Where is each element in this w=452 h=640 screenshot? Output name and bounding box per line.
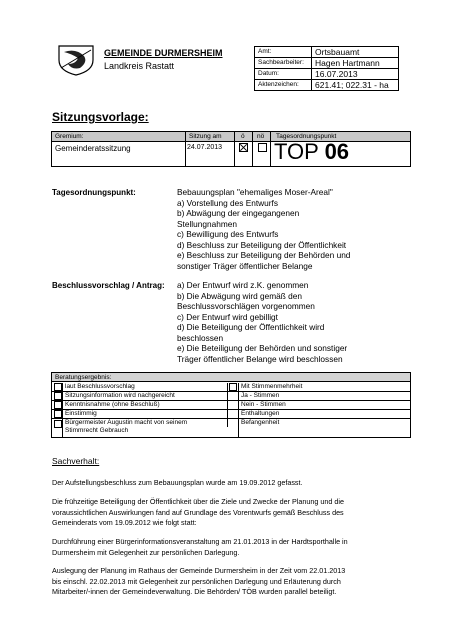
paragraph-line: Gemeinderats vom 19.09.2012 wie folgt statt:: [52, 518, 197, 527]
proposal-line: Träger öffentlicher Belange wird beschlossen: [177, 353, 343, 364]
document-meta-table: [254, 46, 399, 91]
result-row: [52, 410, 410, 419]
paragraph-line: Auslegung der Planung im Rathaus der Gemeinde Durmersheim in der Zeit vom 22.01.2013: [52, 566, 346, 575]
result-row: [52, 383, 410, 392]
proposal-line: c) Der Entwurf wird gebilligt: [177, 311, 278, 322]
top-number: TOP 06: [274, 139, 350, 164]
meta-key: Sachbearbeiter:: [255, 58, 312, 69]
municipal-crest-logo: [56, 44, 96, 76]
divider: [270, 132, 271, 166]
proposal-line: b) Die Abwägung wird gemäß den: [177, 290, 302, 301]
proposal-label: Beschlussvorschlag / Antrag:: [52, 281, 165, 290]
result-option: Enthaltungen: [241, 410, 280, 417]
meta-value: Ortsbauamt: [312, 47, 399, 58]
agenda-line: Bebauungsplan "ehemaliges Moser-Areal": [177, 187, 333, 197]
date-header: Sitzung am: [189, 133, 222, 140]
proposal-line: beschlossen: [177, 332, 224, 343]
result-checkbox[interactable]: [54, 383, 62, 391]
result-option: Bürgermeister Augustin macht von seinem: [65, 419, 188, 426]
result-option: Ja - Stimmen: [241, 392, 280, 399]
result-option: Einstimmig: [65, 410, 97, 417]
divider: [185, 132, 186, 166]
page-title: Sitzungsvorlage:: [52, 110, 149, 124]
meta-value: Hagen Hartmann: [312, 58, 399, 69]
gremium-value: Gemeinderatssitzung: [55, 144, 131, 153]
session-date: 24.07.2013: [187, 144, 223, 151]
paragraph: Der Aufstellungsbeschluss zum Bebauungsplan wurde am 19.09.2012 gefasst.: [52, 478, 303, 487]
meta-key: Amt:: [255, 47, 312, 58]
district-name: Landkreis Rastatt: [104, 61, 175, 71]
session-table-header: [52, 132, 410, 142]
result-row: [52, 401, 410, 410]
public-header: ö: [241, 133, 245, 140]
result-option: Mit Stimmenmehrheit: [241, 383, 303, 390]
agenda-line: e) Beschluss zur Beteiligung der Behörden und: [177, 250, 351, 260]
agenda-line: Stellungnahmen: [177, 218, 237, 229]
proposal-line: a) Der Entwurf wird z.K. genommen: [177, 280, 309, 290]
divider: [234, 132, 235, 166]
agenda-line: sonstiger Träger öffentlicher Belange: [177, 260, 313, 271]
nonpublic-header: nö: [257, 133, 265, 140]
meta-value: 16.07.2013: [312, 69, 399, 80]
result-option: Befangenheit: [241, 419, 280, 426]
result-checkbox[interactable]: [54, 420, 62, 428]
result-header: Beratungsergebnis:: [52, 373, 410, 382]
result-option: Kenntnisnahme (ohne Beschluß): [65, 401, 160, 408]
result-checkbox[interactable]: [54, 392, 62, 400]
result-option: Stimmrecht Gebrauch: [65, 427, 129, 434]
paragraph-line: Durchführung einer Bürgerinformationsveranstaltung am 21.01.2013 in der Hardtsporthalle in: [52, 537, 348, 546]
gremium-header: Gremium:: [55, 133, 84, 140]
result-option: Sitzungsinformation wird nachgereicht: [65, 392, 175, 399]
agenda-lines: [177, 187, 350, 271]
section-heading: Sachverhalt:: [52, 456, 100, 466]
municipality-name: GEMEINDE DURMERSHEIM: [104, 48, 223, 58]
result-option: Nein - Stimmen: [241, 401, 286, 408]
result-checkbox[interactable]: [54, 401, 62, 409]
public-checkbox-checked[interactable]: [239, 143, 248, 152]
meta-key: Aktenzeichen:: [255, 80, 312, 91]
session-table: [51, 131, 411, 167]
divider: [252, 132, 253, 166]
paragraph-line: voraussichtlichen Auswirkungen fand auf Grundlage des Vorentwurfs gemäß Beschluss des: [52, 507, 344, 517]
paragraph: [52, 497, 417, 529]
meta-value: 621.41; 022.31 - ha: [312, 80, 399, 91]
paragraph-line: Durmersheim mit Gelegenheit zur persönlichen Darlegung.: [52, 547, 240, 557]
paragraph: [52, 566, 417, 598]
result-option: laut Beschlussvorschlag: [65, 383, 135, 390]
majority-checkbox[interactable]: [229, 383, 237, 391]
paragraph: [52, 537, 417, 558]
result-row: [52, 392, 410, 401]
result-checkbox[interactable]: [54, 410, 62, 418]
meta-key: Datum:: [255, 69, 312, 80]
agenda-line: a) Vorstellung des Entwurfs: [177, 197, 278, 208]
proposal-line: Beschlussvorschlägen vorgenommen: [177, 301, 315, 311]
nonpublic-checkbox[interactable]: [258, 143, 267, 152]
proposal-lines: [177, 280, 347, 364]
agenda-line: b) Abwägung der eingegangenen: [177, 208, 300, 218]
paragraph-line: Die frühzeitige Beteiligung der Öffentlichkeit über die Ziele und Zwecke der Planung und die: [52, 497, 344, 506]
agenda-line: d) Beschluss zur Beteiligung der Öffentlichkeit: [177, 239, 347, 250]
result-row: [52, 419, 410, 436]
result-table: [51, 372, 411, 438]
paragraph-line: Mitarbeiter/-innen der Gemeindeverwaltung. Die Behörden/ TÖB wurden parallel beteiligt.: [52, 587, 337, 596]
agenda-label: Tagesordnungspunkt:: [52, 188, 136, 197]
agenda-item-header: Tagesordnungspunkt: [276, 133, 337, 140]
agenda-line: c) Bewilligung des Entwurfs: [177, 229, 279, 239]
paragraph-line: bis einschl. 22.02.2013 mit Gelegenheit zur persönlichen Darlegung und Erläuterung durch: [52, 576, 341, 586]
proposal-line: d) Die Beteiligung der Öffentlichkeit wird: [177, 322, 325, 332]
proposal-line: e) Die Beteiligung der Behörden und sonstiger: [177, 343, 348, 353]
